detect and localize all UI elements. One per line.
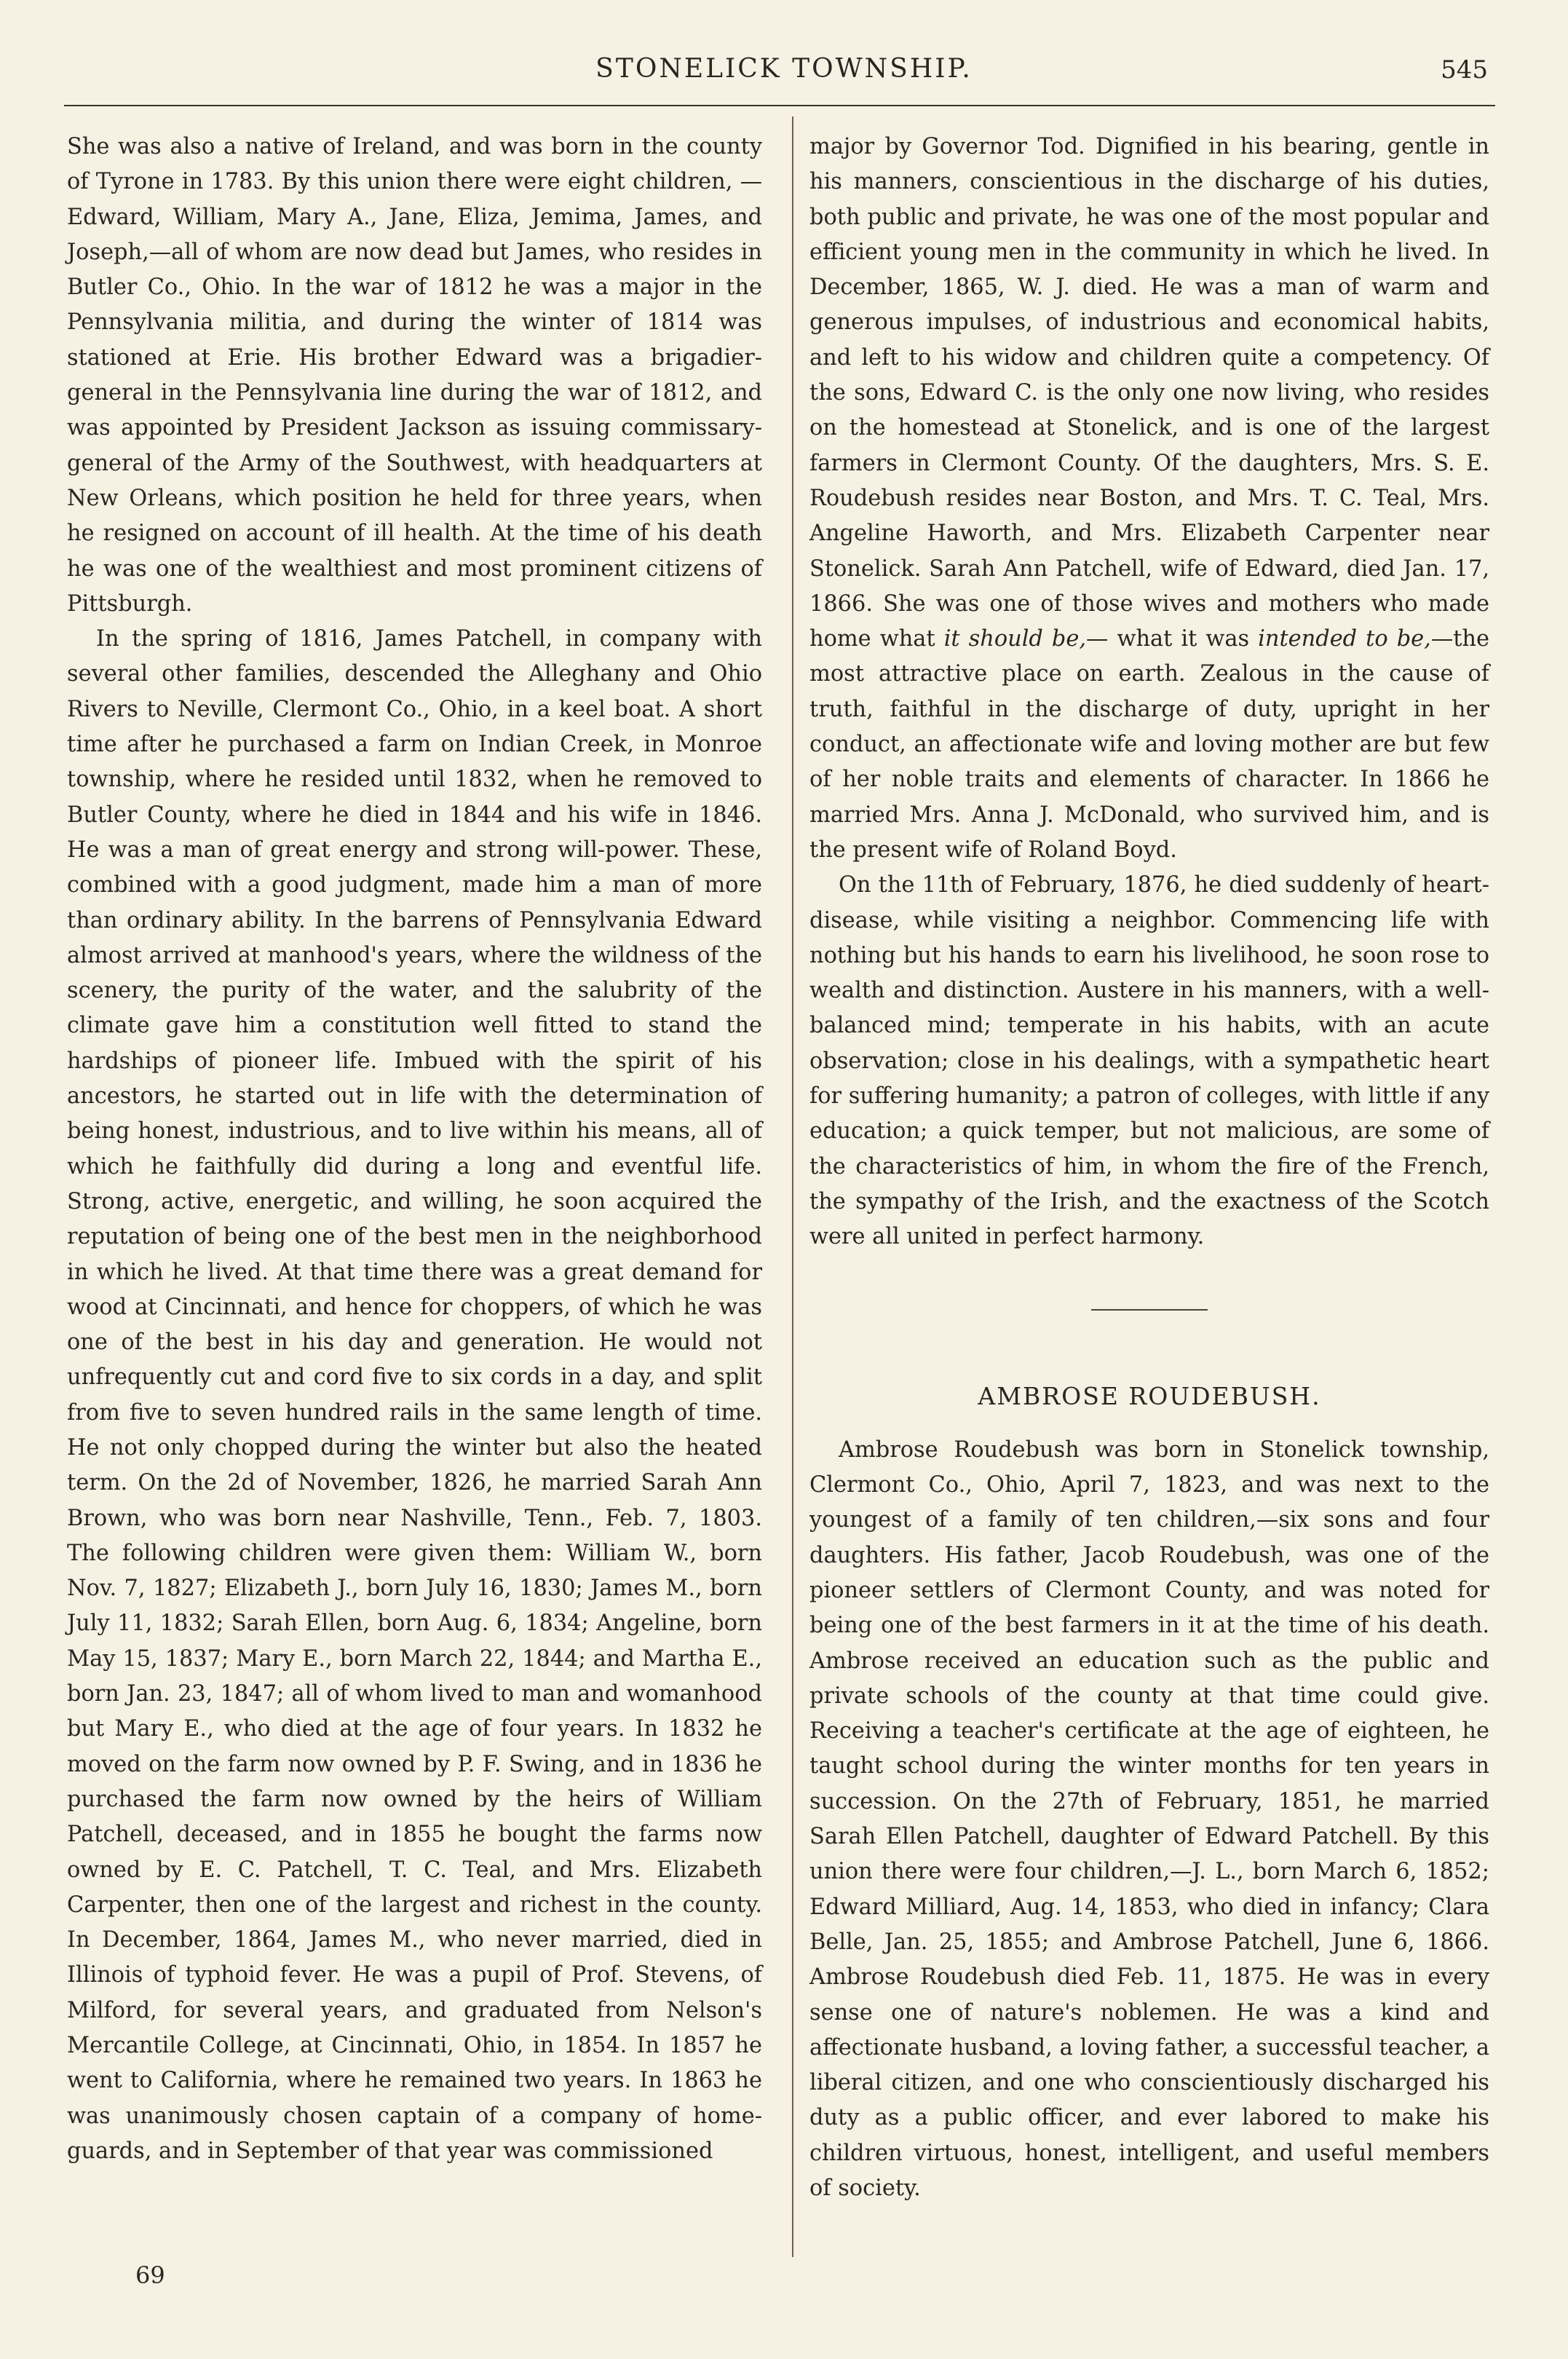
header-rule	[64, 105, 1495, 106]
running-header	[0, 50, 1568, 93]
right-column	[809, 130, 1489, 2206]
column-divider	[792, 116, 793, 2257]
paragraph: Ambrose Roudebush was born in Stonelick township, Clermont Co., Ohio, April 7, 1823, and was next to the youngest of a family of ten children,—six sons and four daughters. His father, Jacob Roudebush, was one of the pioneer settlers of Clermont County, and was noted for being one of the best farmers in it at the time of his death. Ambrose received an education such as the public and private schools of the county at that time could give. Receiving a teacher's certificate at the age of eighteen, he taught school during the winter months for ten years in succession. On the 27th of February, 1851, he married Sarah Ellen Patchell, daughter of Edward Patchell. By this union there were four children,—J. L., born March 6, 1852; Edward Milliard, Aug. 14, 1853, who died in infancy; Clara Belle, Jan. 25, 1855; and Ambrose Patchell, June 6, 1866. Ambrose Roudebush died Feb. 11, 1875. He was in every sense one of nature's noblemen. He was a kind and affectionate husband, a loving father, a successful teacher, a liberal citizen, and one who conscientiously discharged his duty as a public officer, and ever labored to make his children virtuous, honest, intelligent, and useful members of society.	[809, 1437, 1489, 2202]
page-number: 545	[1441, 55, 1488, 84]
paragraph: In the spring of 1816, James Patchell, in company with several other families, descended the Alleghany and Ohio Rivers to Neville, Clermont Co., Ohio, in a keel boat. A short time after he purchased a farm on Indian Creek, in Monroe township, where he resided until 1832, when he removed to Butler County, where he died in 1844 and his wife in 1846. He was a man of great energy and strong will-power. These, combined with a good judgment, made him a man of more than ordinary ability. In the barrens of Pennsylvania Edward almost arrived at manhood's years, where the wildness of the scenery, the purity of the water, and the salubrity of the climate gave him a constitution well fitted to stand the hardships of pioneer life. Imbued with the spirit of his ancestors, he started out in life with the determination of being honest, industrious, and to live within his means, all of which he faithfully did during a long and eventful life. Strong, active, energetic, and willing, he soon acquired the reputation of being one of the best men in the neighborhood in which he lived. At that time there was a great demand for wood at Cincinnati, and hence for choppers, of which he was one of the best in his day and generation. He would not unfrequently cut and cord five to six cords in a day, and split from five to seven hundred rails in the same length of time. He not only chopped during the winter but also the heated term. On the 2d of November, 1826, he married Sarah Ann Brown, who was born near Nashville, Tenn., Feb. 7, 1803. The following children were given them: William W., born Nov. 7, 1827; Elizabeth J., born July 16, 1830; James M., born July 11, 1832; Sarah Ellen, born Aug. 6, 1834; Angeline, born May 15, 1837; Mary E., born March 22, 1844; and Martha E., born Jan. 23, 1847; all of whom lived to man and womanhood but Mary E., who died at the age of four years. In 1832 he moved on the farm now owned by P. F. Swing, and in 1836 he purchased the farm now owned by the heirs of William Patchell, deceased, and in 1855 he bought the farms now owned by E. C. Patchell, T. C. Teal, and Mrs. Elizabeth Carpenter, then one of the largest and richest in the county. In December, 1864, James M., who never married, died in Illinois of typhoid fever. He was a pupil of Prof. Stevens, of Milford, for several years, and graduated from Nelson's Mercantile College, at Cincinnati, Ohio, in 1854. In 1857 he went to California, where he remained two years. In 1863 he was unanimously chosen captain of a company of home-guards, and in September of that year was commissioned	[67, 626, 762, 2164]
paragraph: She was also a native of Ireland, and was born in the county of Tyrone in 1783. By this union there were eight children, —Edward, William, Mary A., Jane, Eliza, Jemima, James, and Joseph,—all of whom are now dead but James, who resides in Butler Co., Ohio. In the war of 1812 he was a major in the Pennsylvania militia, and during the winter of 1814 was stationed at Erie. His brother Edward was a brigadier-general in the Pennsylvania line during the war of 1812, and was appointed by President Jackson as issuing commissary-general of the Army of the Southwest, with headquarters at New Orleans, which position he held for three years, when he resigned on account of ill health. At the time of his death he was one of the wealthiest and most prominent citizens of Pittsburgh.	[67, 134, 762, 617]
italic-phrase: intended to be,	[1258, 626, 1431, 652]
text-run: major by Governor Tod. Dignified in his bearing, gentle in his manners, conscientious in the discharge of his duties, both public and private, he was one of the most popular and efficient young men in the community in which he lived. In December, 1865, W. J. died. He was a man of warm and generous impulses, of industrious and economical habits, and left to his widow and children quite a competency. Of the sons, Edward C. is the only one now living, who resides on the homestead at Stonelick, and is one of the largest farmers in Clermont County. Of the daughters, Mrs. S. E. Roudebush resides near Boston, and Mrs. T. C. Teal, Mrs. Angeline Haworth, and Mrs. Elizabeth Carpenter near Stonelick. Sarah Ann Patchell, wife of Edward, died Jan. 17, 1866. She was one of those wives and mothers who made home what	[809, 134, 1489, 652]
left-column	[67, 130, 762, 2169]
signature-mark: 69	[135, 2261, 165, 2289]
text-run: — what it was	[1086, 626, 1259, 652]
running-title: STONELICK TOWNSHIP.	[595, 54, 973, 84]
section-separator	[1091, 1309, 1208, 1311]
paragraph: On the 11th of February, 1876, he died suddenly of heart-disease, while visiting a neighbor. Commencing life with nothing but his hands to earn his livelihood, he soon rose to wealth and distinction. Austere in his manners, with a well-balanced mind; temperate in his habits, with an acute observation; close in his dealings, with a sympathetic heart for suffering humanity; a patron of colleges, with little if any education; a quick temper, but not malicious, are some of the characteristics of him, in whom the fire of the French, the sympathy of the Irish, and the exactness of the Scotch were all united in perfect harmony.	[809, 872, 1489, 1250]
text-run: —the most attractive place on earth. Zealous in the cause of truth, faithful in the discharge of duty, upright in her conduct, an affectionate wife and loving mother are but few of her noble traits and elements of character. In 1866 he married Mrs. Anna J. McDonald, who survived him, and is the present wife of Roland Boyd.	[809, 626, 1489, 863]
italic-phrase: it should be,	[943, 626, 1087, 652]
paragraph	[809, 130, 1489, 868]
section-title: AMBROSE ROUDEBUSH.	[978, 1381, 1321, 1410]
